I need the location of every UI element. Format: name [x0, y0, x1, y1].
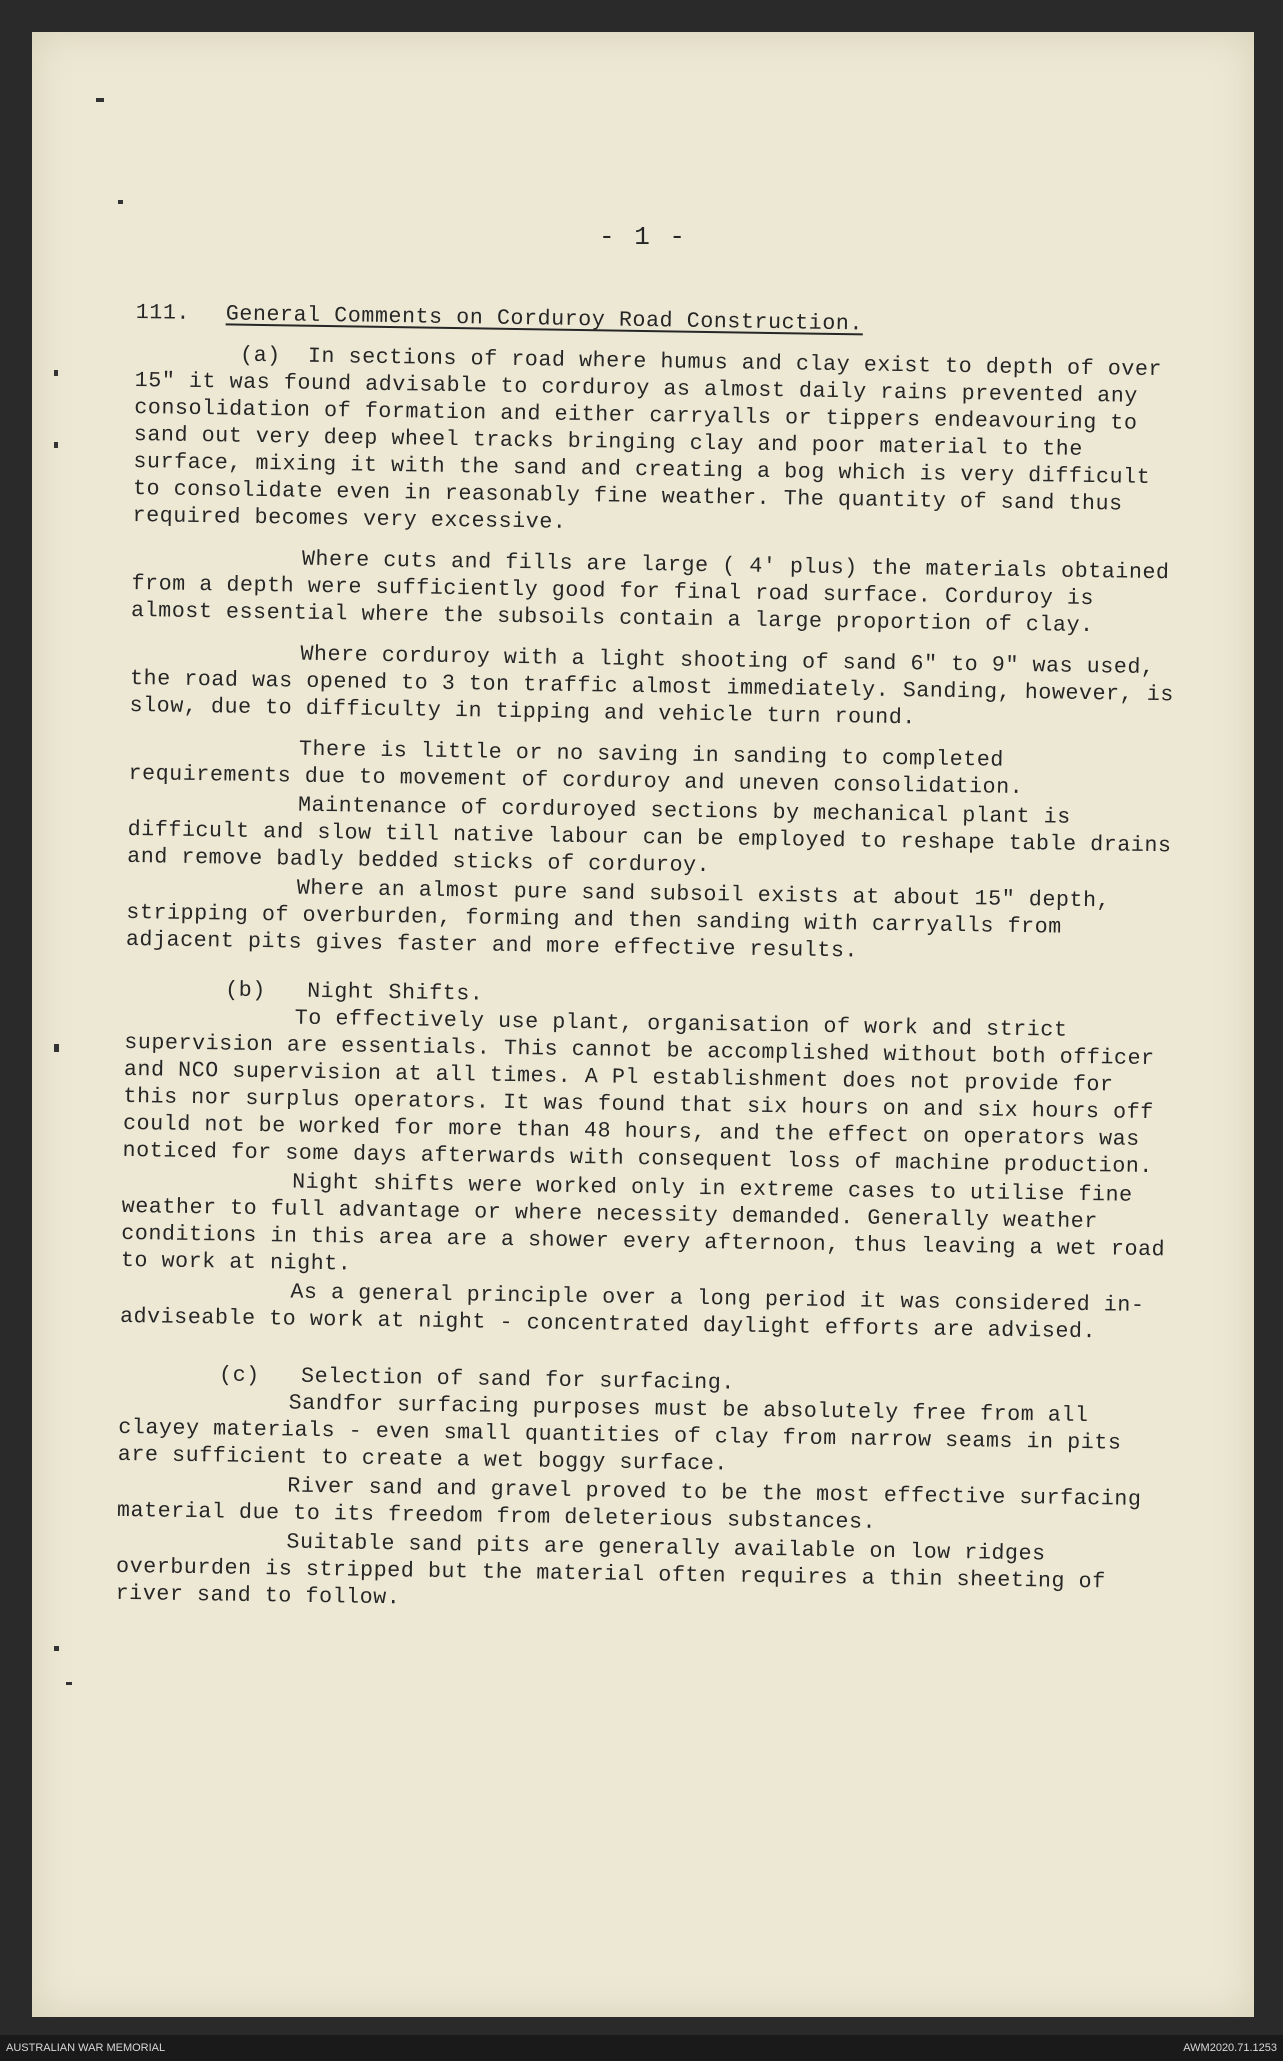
paragraph-text: Where cuts and fills are large ( 4' plus) the materials obtained from a depth were sufficiently good for final road surface. Corduroy is almost essential where the subsoils contain a large proportion of clay.: [130, 547, 1170, 639]
paragraph-text: Night shifts were worked only in extreme cases to utilise fine weather to full advantage or where necessity demanded. Generally weather conditions in this area are a shower every afternoon, thus leaving a wet road to work at night.: [120, 1170, 1166, 1277]
section-label: (b): [224, 978, 267, 1004]
subsection-title: Selection of sand for surfacing.: [300, 1364, 736, 1396]
paragraph-text: Maintenance of corduroyed sections by mechanical plant is difficult and slow till native labour can be employed to reshape table drains and remove badly bedded sticks of corduroy.: [127, 793, 1172, 879]
punch-mark: [54, 1044, 59, 1052]
punch-mark: [54, 370, 58, 376]
archive-footer: [0, 2035, 1283, 2061]
paragraph: [129, 639, 1180, 736]
heading-title: General Comments on Corduroy Road Construction.: [225, 302, 864, 337]
paragraph: [132, 341, 1185, 546]
paragraph-text: There is little or no saving in sanding to completed requirements due to movement of corduroy and uneven consolidation.: [128, 737, 1024, 800]
paragraph-text: Where an almost pure sand subsoil exists at about 15" depth, stripping of overburden, forming and then sanding with carryalls from adjacent pits gives faster and more effective results.: [125, 876, 1111, 964]
punch-mark: [66, 1682, 72, 1685]
paragraph-text: To effectively use plant, organisation of work and strict supervision are essentials. This cannot be accomplished without both officer and NCO supervision at all times. A Pl establishment does not provide for this nor surplus operators. It was found that six hours on and six hours off could not be worked for more than 48 hours, and the effect on operators was noticed for some days afterwards with consequent loss of machine production.: [122, 1006, 1155, 1180]
paragraph-text: In sections of road where humus and clay exist to depth of over 15" it was found advisable to corduroy as almost daily rains prevented any consolidation of formation and either carryalls or tippers endeavouring to sand out very deep wheel tracks bringing clay and poor material to the surface, mixing it with the sand and creating a bog which is very difficult to consolidate even in reasonably fine weather. The quantity of sand thus required becomes very excessive.: [132, 344, 1163, 535]
heading-number: 111.: [135, 300, 191, 326]
paragraph-text: As a general principle over a long period it was considered in-adviseable to work at night - concentrated daylight efforts are advised.: [119, 1280, 1145, 1345]
document-body: [115, 300, 1186, 1638]
paragraph: [127, 790, 1178, 887]
punch-mark: [118, 200, 123, 204]
punch-mark: [54, 1646, 59, 1651]
footer-reference: AWM2020.71.1253: [1183, 2042, 1277, 2054]
paragraph: [122, 1003, 1174, 1181]
punch-mark: [54, 442, 58, 448]
paragraph: [115, 1527, 1166, 1624]
paragraph: [126, 873, 1177, 970]
section-a: [132, 341, 1185, 546]
paragraph: [121, 1167, 1173, 1291]
paragraph: [118, 1388, 1169, 1485]
document-page: [32, 32, 1254, 2017]
subsection-title: Night Shifts.: [306, 979, 484, 1007]
paragraph-text: River sand and gravel proved to be the most effective surfacing material due to its freedom from deleterious substances.: [116, 1474, 1142, 1535]
section-heading: [136, 300, 1186, 343]
section-label: (c): [218, 1363, 260, 1389]
paragraph-text: Sandfor surfacing purposes must be absolutely free from all clayey materials - even small quantities of clay from narrow seams in pits are sufficient to create a wet boggy surface.: [117, 1391, 1122, 1477]
footer-source: AUSTRALIAN WAR MEMORIAL: [6, 2042, 166, 2054]
paragraph-text: Where corduroy with a light shooting of sand 6" to 9" was used, the road was opened to 3 ton traffic almost immediately. Sanding, however, is slow, due to difficulty in tipping and vehicle turn round.: [129, 642, 1175, 731]
page-number: - 1 -: [598, 222, 687, 252]
section-label: (a): [239, 343, 282, 369]
paragraph-text: Suitable sand pits are generally available on low ridges overburden is stripped but the material often requires a thin sheeting of river sand to follow.: [115, 1530, 1106, 1611]
punch-mark: [96, 98, 104, 102]
paragraph: [131, 544, 1182, 641]
